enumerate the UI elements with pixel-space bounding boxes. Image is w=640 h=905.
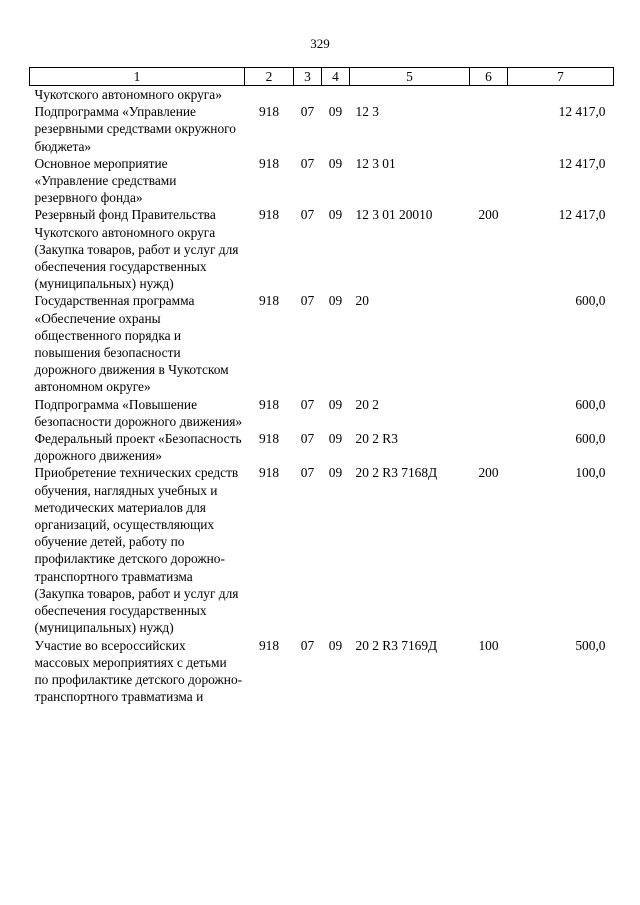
row-sum: 600,0 xyxy=(575,293,606,309)
row-rz: 07 xyxy=(300,637,315,653)
row-gr: 918 xyxy=(258,207,280,223)
row-pr: 09 xyxy=(328,207,343,223)
row-vr: 200 xyxy=(478,207,499,223)
row-pr: 09 xyxy=(328,104,343,120)
row-pr: 09 xyxy=(328,465,343,481)
table-row xyxy=(30,637,614,706)
table-row xyxy=(30,292,614,395)
header-cell-5: 5 xyxy=(350,68,470,86)
row-gr: 918 xyxy=(258,396,280,412)
header-cell-6: 6 xyxy=(470,68,508,86)
row-cs: 20 2 R3 7168Д xyxy=(355,465,438,481)
row-vr xyxy=(470,155,508,207)
row-rz: 07 xyxy=(300,104,315,120)
row-sum: 12 417,0 xyxy=(558,104,606,120)
row-name: Государственная программа «Обеспечение охраны общественного порядка и повышения безопасности дорожного движения в Чукотском автономном округе» xyxy=(34,293,229,395)
header-cell-3: 3 xyxy=(294,68,322,86)
table-row xyxy=(30,86,614,104)
row-pr: 09 xyxy=(328,431,343,447)
row-cs: 20 2 xyxy=(355,396,379,412)
row-vr xyxy=(470,292,508,395)
header-cell-7: 7 xyxy=(508,68,614,86)
row-rz xyxy=(294,86,322,104)
row-gr: 918 xyxy=(258,104,280,120)
row-name: Резервный фонд Правительства Чукотского автономного округа (Закупка товаров, работ и услуг для обеспечения государственных (муниципальных) нужд) xyxy=(34,207,239,292)
row-gr: 918 xyxy=(258,293,280,309)
header-cell-2: 2 xyxy=(245,68,294,86)
row-pr xyxy=(322,86,350,104)
row-name: Федеральный проект «Безопасность дорожного движения» xyxy=(34,431,242,464)
row-vr: 200 xyxy=(478,465,499,481)
row-rz: 07 xyxy=(300,396,315,412)
page-number: 329 xyxy=(310,36,330,51)
row-sum: 12 417,0 xyxy=(558,207,606,223)
row-vr xyxy=(470,103,508,155)
row-pr: 09 xyxy=(328,293,343,309)
header-cell-4: 4 xyxy=(322,68,350,86)
row-sum: 100,0 xyxy=(575,465,606,481)
row-vr xyxy=(470,430,508,464)
row-sum: 600,0 xyxy=(575,431,606,447)
row-name: Участие во всероссийских массовых мероприятиях с детьми по профилактике детского дорожно-транспортного травматизма и xyxy=(34,637,243,705)
row-vr xyxy=(470,86,508,104)
row-sum xyxy=(508,86,614,104)
row-cs xyxy=(350,86,470,104)
row-cs: 12 3 xyxy=(355,104,379,120)
table-row xyxy=(30,430,614,464)
row-rz: 07 xyxy=(300,207,315,223)
row-pr: 09 xyxy=(328,637,343,653)
row-rz: 07 xyxy=(300,431,315,447)
table-row xyxy=(30,206,614,292)
header-cell-1: 1 xyxy=(30,68,245,86)
row-cs: 20 2 R3 xyxy=(355,431,398,447)
table-row xyxy=(30,396,614,430)
row-cs: 12 3 01 xyxy=(355,155,396,171)
table-row xyxy=(30,464,614,636)
row-gr: 918 xyxy=(258,465,280,481)
row-rz: 07 xyxy=(300,155,315,171)
row-pr: 09 xyxy=(328,155,343,171)
row-sum: 12 417,0 xyxy=(558,155,606,171)
row-vr: 100 xyxy=(478,637,499,653)
row-gr: 918 xyxy=(258,637,280,653)
row-cs: 20 2 R3 7169Д xyxy=(355,637,438,653)
row-cs: 12 3 01 20010 xyxy=(355,207,433,223)
row-gr: 918 xyxy=(258,431,280,447)
row-pr: 09 xyxy=(328,396,343,412)
row-name: Чукотского автономного округа» xyxy=(34,87,222,102)
table-row xyxy=(30,103,614,155)
header-row xyxy=(30,68,614,86)
row-name: Основное мероприятие «Управление средствами резервного фонда» xyxy=(34,155,177,206)
row-gr xyxy=(245,86,294,104)
table-row xyxy=(30,155,614,207)
row-rz: 07 xyxy=(300,465,315,481)
budget-table xyxy=(29,67,614,705)
row-cs: 20 xyxy=(355,293,369,309)
table-header xyxy=(30,68,614,86)
row-name: Подпрограмма «Управление резервными средствами окружного бюджета» xyxy=(34,104,236,154)
row-name: Приобретение технических средств обучения, наглядных учебных и методических материалов для организаций, осуществляющих обучение детей, работу по профилактике детского дорожно-транспортного травматизма (Закупка товаров, работ и услуг для обеспечения государственных (муниципальных) нужд) xyxy=(34,465,239,636)
row-sum: 500,0 xyxy=(575,637,606,653)
row-vr xyxy=(470,396,508,430)
row-sum: 600,0 xyxy=(575,396,606,412)
row-rz: 07 xyxy=(300,293,315,309)
table-body xyxy=(30,86,614,706)
row-gr: 918 xyxy=(258,155,280,171)
row-name: Подпрограмма «Повышение безопасности дорожного движения» xyxy=(34,396,243,429)
